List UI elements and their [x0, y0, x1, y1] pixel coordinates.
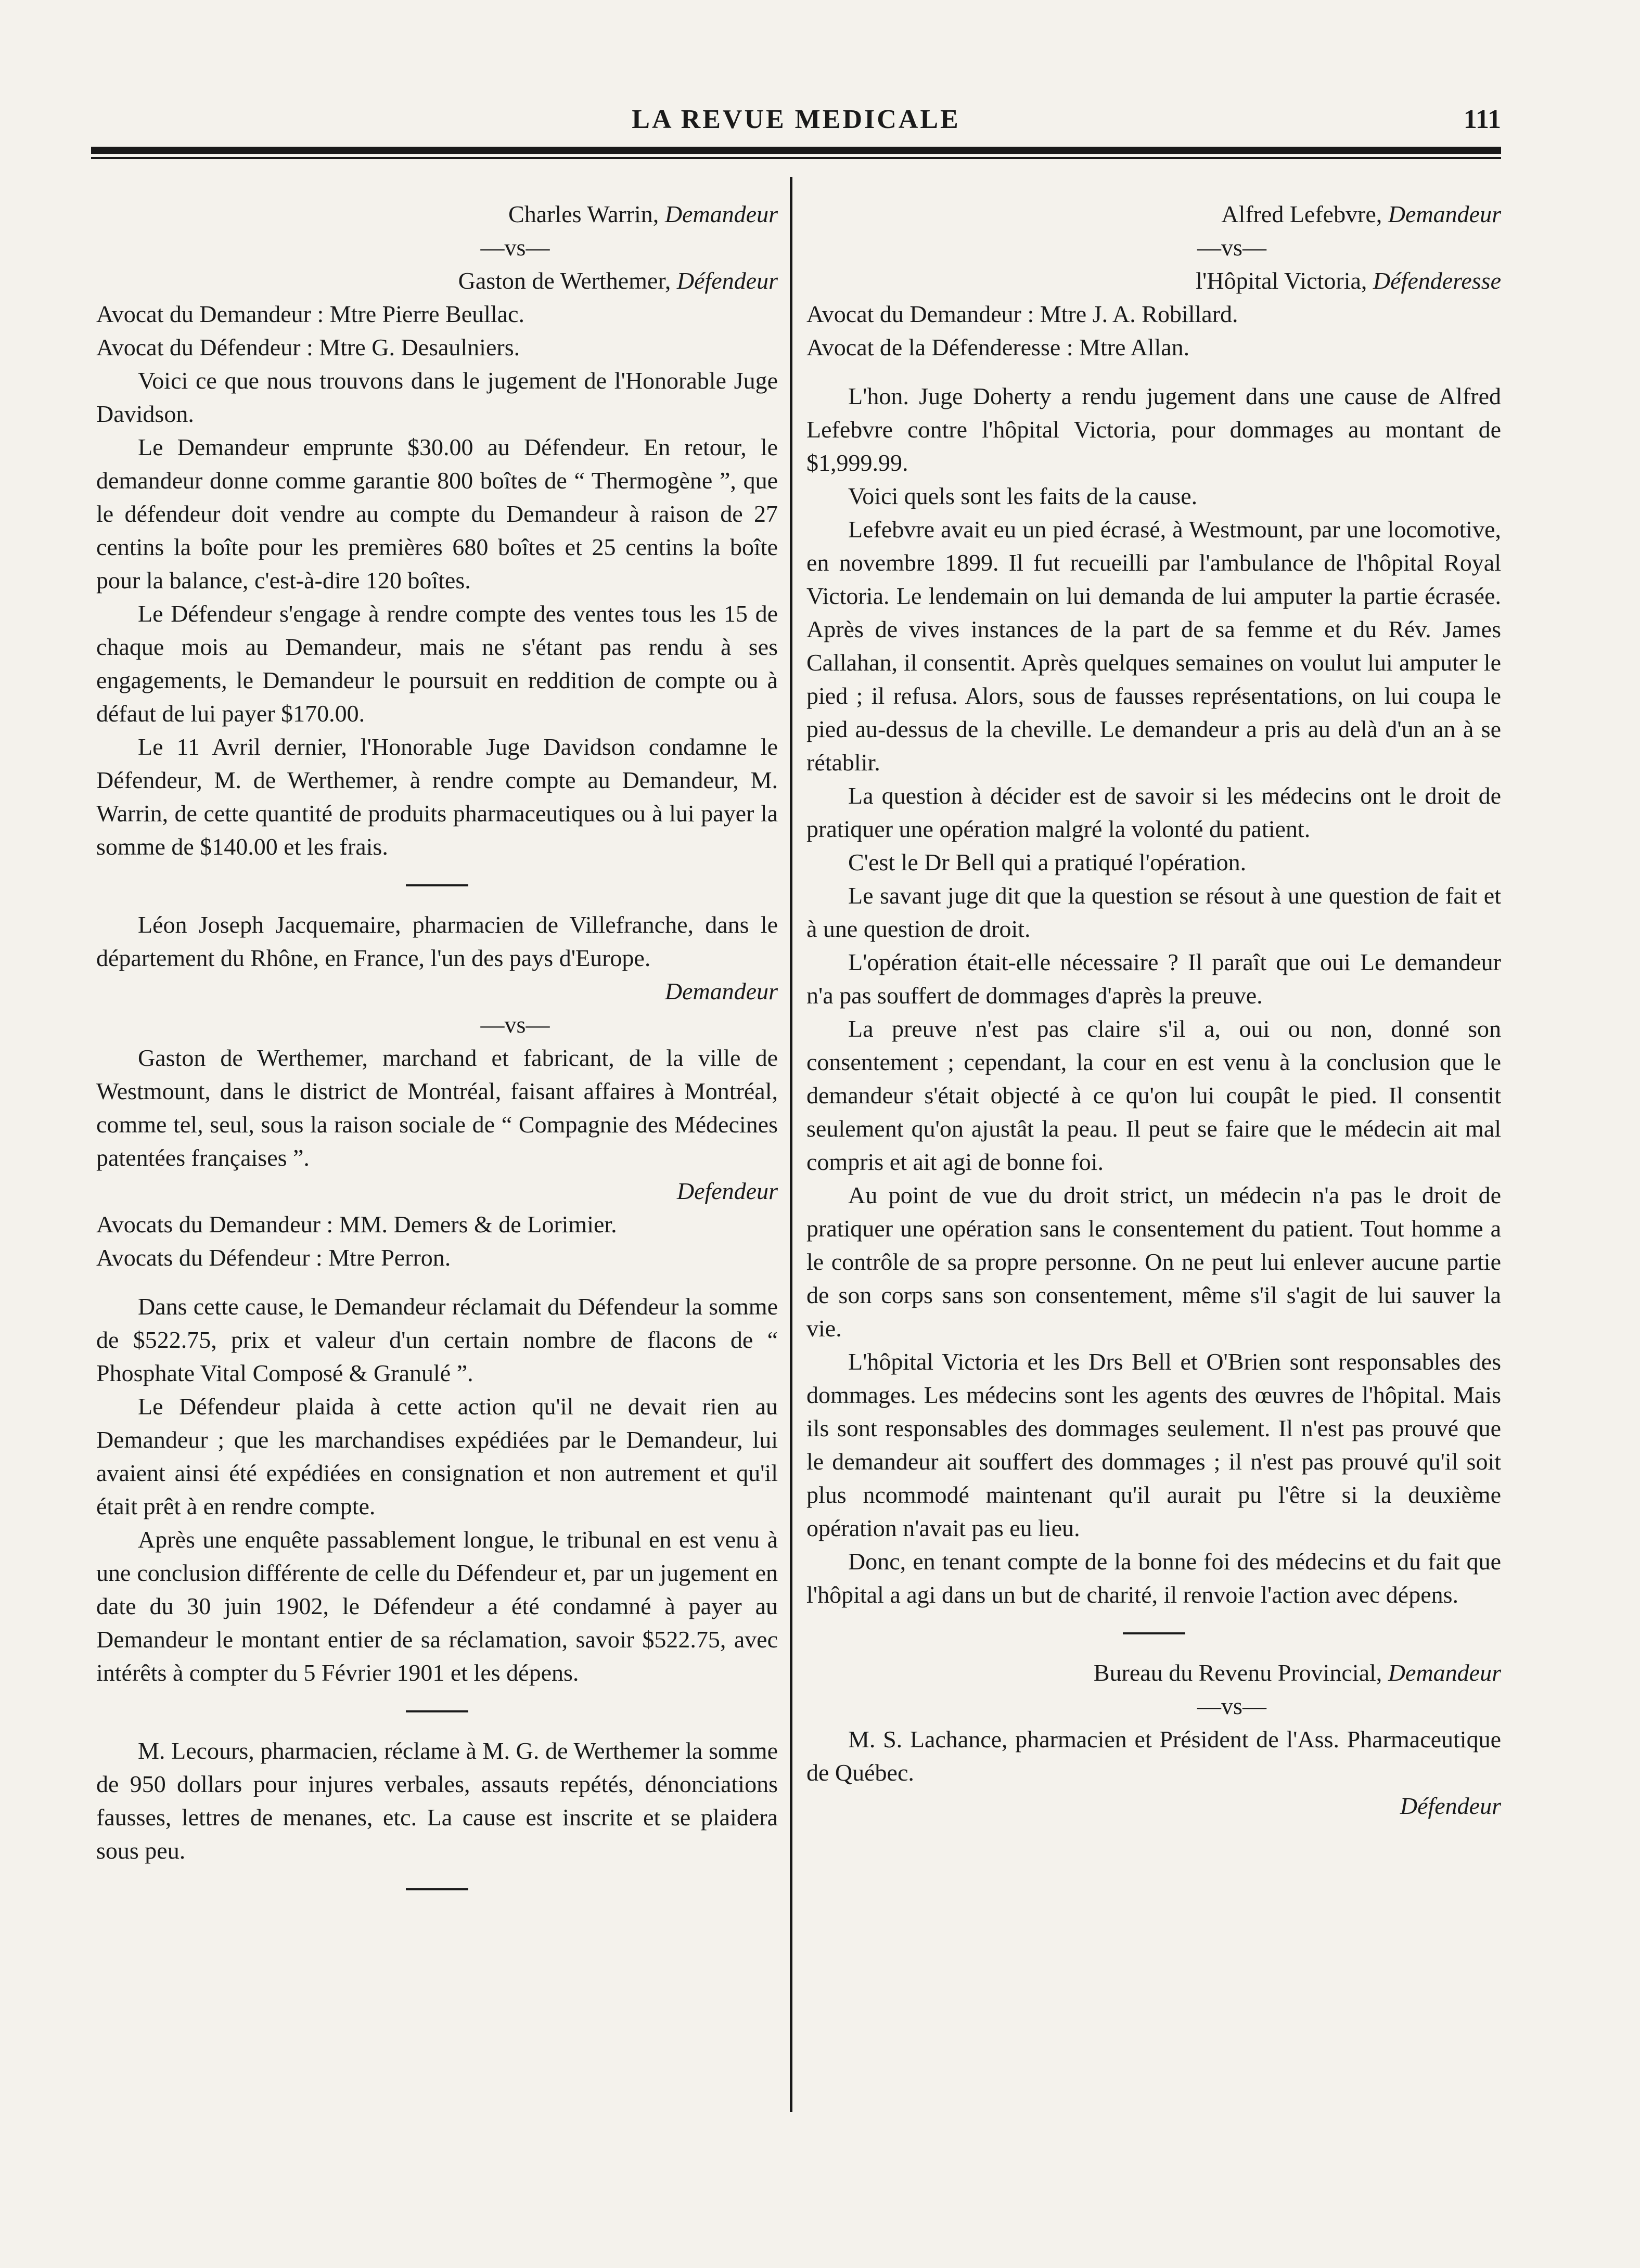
case2-defendant: Gaston de Werthemer, marchand et fabricant, de la ville de Westmount, dans le district de Montréal, faisant affaires à Montréal, comme tel, seul, sous la raison sociale de “ Compagnie des Médecines patentées françaises ”. [96, 1045, 778, 1171]
case2-plaintiff-intro: Léon Joseph Jacquemaire, pharmacien de Villefranche, dans le département du Rhône, en France, l'un des pays d'Europe. [96, 911, 778, 971]
case4-para-7: L'opération était-elle nécessaire ? Il paraît que oui Le demandeur n'a pas souffert de dommages d'après la preuve. [806, 949, 1501, 1009]
case5-defendant-role: Défendeur [1400, 1793, 1501, 1819]
case1-vs: —vs— [480, 234, 550, 261]
case4-vs: —vs— [1197, 234, 1266, 261]
case5-plaintiff: Bureau du Revenu Provincial, Demandeur [1093, 1659, 1501, 1686]
case1-para-1: Voici ce que nous trouvons dans le jugement de l'Honorable Juge Davidson. [96, 367, 778, 427]
case5-vs: —vs— [1197, 1693, 1266, 1719]
left-column [96, 198, 778, 1912]
case4-para-9: Au point de vue du droit strict, un médecin n'a pas le droit de pratiquer une opération sans le consentement du patient. Tout homme a le contrôle de sa propre personne. On ne peut lui enlever aucune partie de son corps sans son consentement, même s'il s'agit de lui sauver la vie. [806, 1182, 1501, 1342]
case4-para-3: Lefebvre avait eu un pied écrasé, à Westmount, par une locomotive, en novembre 1899. Il fut recueilli par l'ambulance de l'hôpital Royal Victoria. Le lendemain on lui demanda de lui amputer la partie écrasée. Après de vives instances de la part de sa femme et du Rév. James Callahan, il consentit. Après quelques semaines on voulut lui amputer le pied ; il refusa. Alors, sous de fausses représentations, on lui coupa le pied au-dessus de la cheville. Le demandeur a pris au delà d'un an à se rétablir. [806, 516, 1501, 776]
case4-para-5: C'est le Dr Bell qui a pratiqué l'opération. [848, 849, 1247, 875]
case4-para-8: La preuve n'est pas claire s'il a, oui ou non, donné son consentement ; cependant, la cour en est venu à la conclusion que le demandeur s'était objecté à ce qu'on lui coupât le pied. Il consentit seulement qu'on ajustât la peau. Il peut se faire que le médecin ait mal compris et ait agi de bonne foi. [806, 1015, 1501, 1175]
case2-plaintiff-role: Demandeur [664, 978, 778, 1004]
page-number: 111 [1463, 105, 1501, 134]
case1-defendant: Gaston de Werthemer, Défendeur [458, 267, 778, 294]
case1-lawyer-plaintiff: Avocat du Demandeur : Mtre Pierre Beullac. [96, 301, 525, 327]
case2-defendant-role: Defendeur [676, 1178, 778, 1204]
case1-plaintiff: Charles Warrin, Demandeur [508, 201, 778, 227]
case4-para-6: Le savant juge dit que la question se résout à une question de fait et à une question de droit. [806, 882, 1501, 942]
case5-defendant: M. S. Lachance, pharmacien et Président de l'Ass. Pharmaceutique de Québec. [806, 1726, 1501, 1786]
header-rule-thick [91, 147, 1501, 154]
column-divider [790, 177, 792, 2112]
case2-lawyer-defendant: Avocats du Défendeur : Mtre Perron. [96, 1244, 451, 1271]
case4-para-10: L'hôpital Victoria et les Drs Bell et O'Brien sont responsables des dommages. Les médecins sont les agents des œuvres de l'hôpital. Mais ils sont responsables des dommages seulement. Il n'est pas prouvé que le demandeur ait souffert des dommages ; il n'est pas prouvé qu'il soit plus ncommodé maintenant qu'il aurait pu l'être si la deuxième opération n'avait pas eu lieu. [806, 1348, 1501, 1541]
case2-para-2: Le Défendeur plaida à cette action qu'il ne devait rien au Demandeur ; que les marchandises expédiées par le Demandeur, lui avaient ainsi été expédiées en consignation et non autrement et qu'il était prêt à en rendre compte. [96, 1393, 778, 1519]
case2-vs: —vs— [480, 1011, 550, 1038]
case2-para-1: Dans cette cause, le Demandeur réclamait du Défendeur la somme de $522.75, prix et valeur d'un certain nombre de flacons de “ Phosphate Vital Composé & Granulé ”. [96, 1293, 778, 1386]
case4-para-2: Voici quels sont les faits de la cause. [848, 483, 1198, 509]
case4-plaintiff: Alfred Lefebvre, Demandeur [1221, 201, 1501, 227]
case4-para-4: La question à décider est de savoir si les médecins ont le droit de pratiquer une opération malgré la volonté du patient. [806, 782, 1501, 842]
case1-para-4: Le 11 Avril dernier, l'Honorable Juge Davidson condamne le Défendeur, M. de Werthemer, à rendre compte au Demandeur, M. Warrin, de cette quantité de produits pharmaceutiques ou à lui payer la somme de $140.00 et les frais. [96, 733, 778, 860]
case4-defendant: l'Hôpital Victoria, Défenderesse [1196, 267, 1501, 294]
case1-para-3: Le Défendeur s'engage à rendre compte des ventes tous les 15 de chaque mois au Demandeur, mais ne s'étant pas rendu à ses engagements, le Demandeur le poursuit en reddition de compte ou à défaut de lui payer $170.00. [96, 600, 778, 727]
running-header [91, 104, 1501, 146]
case4-lawyer-defendant: Avocat de la Défenderesse : Mtre Allan. [806, 334, 1190, 360]
case1-para-2: Le Demandeur emprunte $30.00 au Défendeur. En retour, le demandeur donne comme garantie 800 boîtes de “ Thermogène ”, que le défendeur doit vendre au compte du Demandeur à raison de 27 centins la boîte pour les premières 680 boîtes et 25 centins la boîte pour la balance, c'est-à-dire 120 boîtes. [96, 434, 778, 594]
header-rule-thin [91, 157, 1501, 159]
right-column [806, 198, 1501, 1823]
journal-title: LA REVUE MEDICALE [632, 105, 960, 134]
case1-lawyer-defendant: Avocat du Défendeur : Mtre G. Desaulniers. [96, 334, 520, 360]
case2-para-3: Après une enquête passablement longue, le tribunal en est venu à une conclusion différente de celle du Défendeur et, par un jugement en date du 30 juin 1902, le Défendeur a été condamné à payer au Demandeur le montant entier de sa réclamation, savoir $522.75, avec intérêts à compter du 5 Février 1901 et les dépens. [96, 1526, 778, 1686]
case2-lawyer-plaintiff: Avocats du Demandeur : MM. Demers & de Lorimier. [96, 1211, 617, 1238]
case4-lawyer-plaintiff: Avocat du Demandeur : Mtre J. A. Robillard. [806, 301, 1238, 327]
case3-para-1: M. Lecours, pharmacien, réclame à M. G. de Werthemer la somme de 950 dollars pour injures verbales, assauts repétés, dénonciations fausses, lettres de menanes, etc. La cause est inscrite et se plaidera sous peu. [96, 1737, 778, 1864]
section-separator [406, 884, 468, 886]
case4-para-11: Donc, en tenant compte de la bonne foi des médecins et du fait que l'hôpital a agi dans un but de charité, il renvoie l'action avec dépens. [806, 1548, 1501, 1608]
section-separator [1123, 1632, 1185, 1634]
case4-para-1: L'hon. Juge Doherty a rendu jugement dans une cause de Alfred Lefebvre contre l'hôpital Victoria, pour dommages au montant de $1,999.99. [806, 383, 1501, 476]
section-separator [406, 1710, 468, 1712]
section-separator [406, 1888, 468, 1890]
